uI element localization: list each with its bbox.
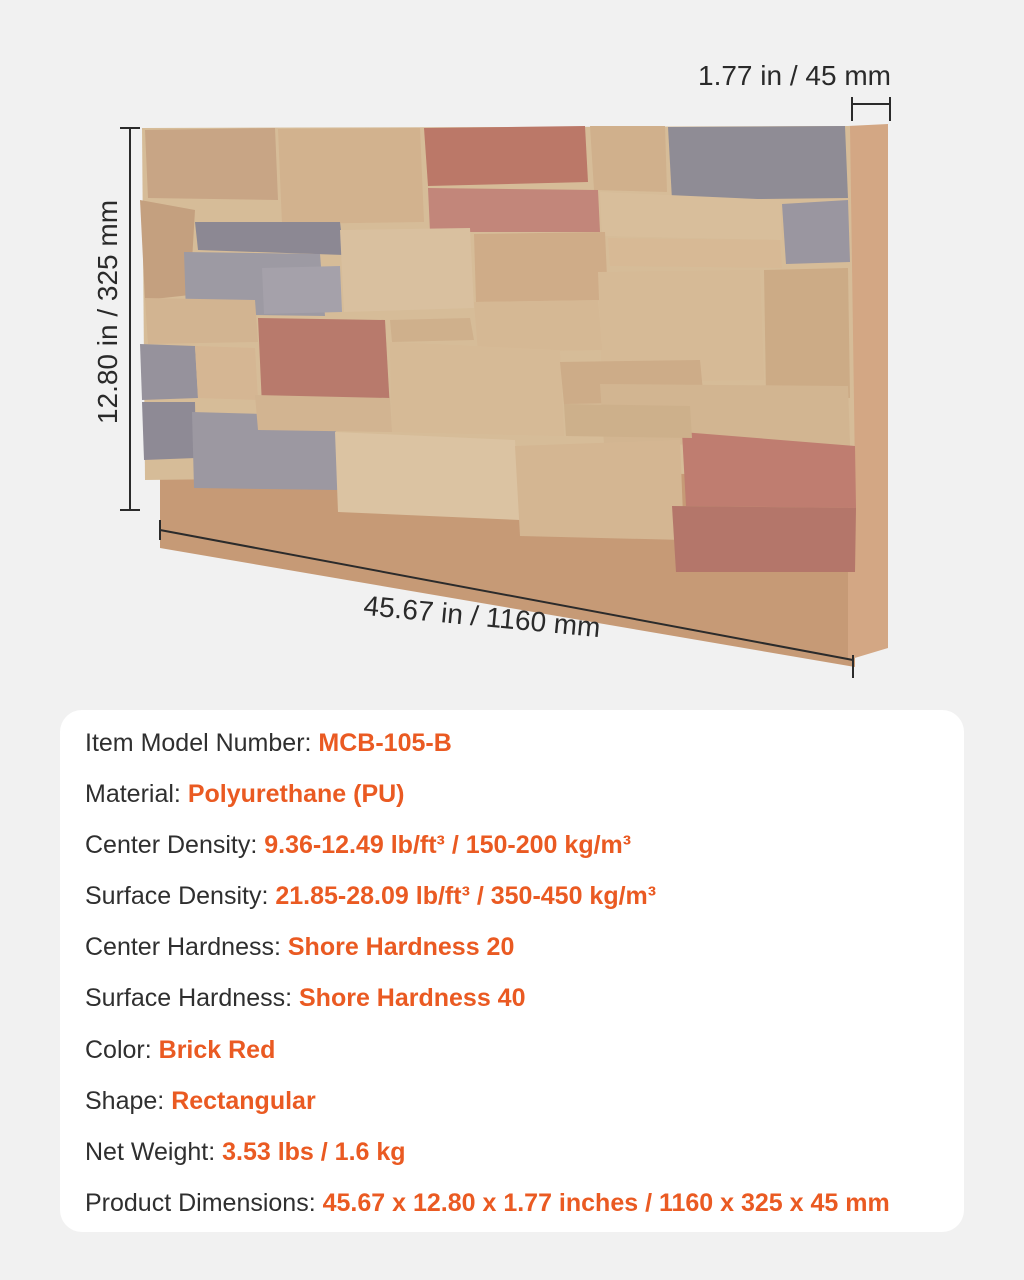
- spec-label: Item Model Number:: [85, 729, 319, 757]
- spec-value: Shore Hardness 40: [299, 984, 526, 1012]
- spec-value: 45.67 x 12.80 x 1.77 inches / 1160 x 325 x 45 mm: [322, 1189, 890, 1217]
- spec-value: Rectangular: [171, 1087, 316, 1115]
- depth-dimension-label: 1.77 in / 45 mm: [698, 60, 891, 91]
- spec-row-color: [85, 1030, 275, 1070]
- spec-label: Net Weight:: [85, 1138, 223, 1166]
- spec-label: Surface Density:: [85, 882, 276, 910]
- spec-row-product-dimensions: [85, 1183, 890, 1223]
- spec-value: Polyurethane (PU): [187, 780, 405, 808]
- spec-label: Product Dimensions:: [85, 1189, 323, 1217]
- spec-value: MCB-105-B: [318, 729, 452, 757]
- spec-value: 9.36-12.49 lb/ft³ / 150-200 kg/m³: [264, 831, 632, 859]
- spec-label: Center Density:: [85, 831, 265, 859]
- spec-label: Surface Hardness:: [85, 984, 299, 1012]
- spec-row-surface-density: [85, 876, 656, 916]
- height-dimension-label: 12.80 in / 325 mm: [92, 199, 123, 425]
- spec-row-net-weight: [85, 1132, 406, 1172]
- spec-row-model-number: [85, 723, 452, 763]
- spec-card: [60, 710, 964, 1232]
- spec-row-center-density: [85, 825, 631, 865]
- spec-label: Material:: [85, 780, 188, 808]
- spec-label: Center Hardness:: [85, 933, 288, 961]
- spec-label: Shape:: [85, 1087, 172, 1115]
- spec-row-surface-hardness: [85, 978, 526, 1018]
- spec-row-shape: [85, 1081, 316, 1121]
- spec-row-center-hardness: [85, 927, 514, 967]
- spec-label: Color:: [85, 1036, 159, 1064]
- width-dimension-label: 45.67 in / 1160 mm: [362, 589, 602, 644]
- spec-value: Shore Hardness 20: [287, 933, 515, 961]
- spec-value: 21.85-28.09 lb/ft³ / 350-450 kg/m³: [275, 882, 657, 910]
- spec-value: Brick Red: [158, 1036, 276, 1064]
- spec-value: 3.53 lbs / 1.6 kg: [222, 1138, 406, 1166]
- spec-row-material: [85, 774, 405, 814]
